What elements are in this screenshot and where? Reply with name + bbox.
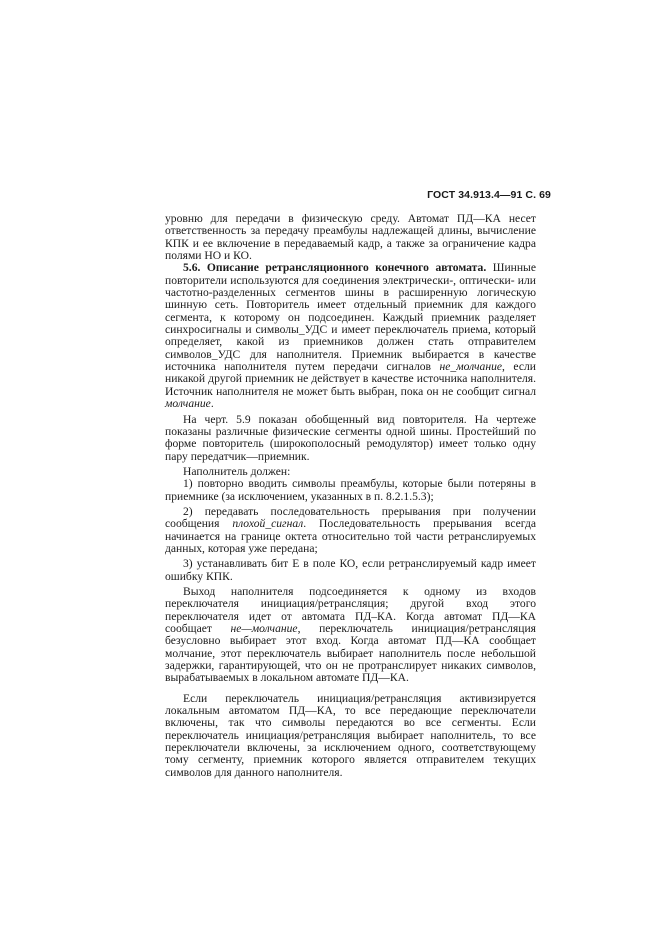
section-heading-5-6: 5.6. Описание ретрансляционного конечного автомата. bbox=[183, 261, 487, 275]
list-item-text: . Последовательность прерывания всегда начинается на границе октета относительно той части ретранслируемых данных, которая уже передана; bbox=[165, 517, 536, 555]
term-italic: не—молчание bbox=[230, 622, 298, 635]
paragraph-list-intro: Наполнитель должен: bbox=[183, 464, 291, 478]
paragraph-text: Выход наполнителя подсоединяется к одному из входов переключателя инициация/ретрансляция; другой вход этого переключателя идет от автомата ПД–КА. Когда автомат ПД—КА сообщает bbox=[165, 584, 536, 635]
list-item-2 bbox=[165, 506, 536, 555]
paragraph-text: , переключатель инициация/ретрансляция безусловно выбирает этот вход. Когда автомат ПД—КА сообщает молчание, этот переключатель выбирает наполнитель после небольшой задержки, гарантирующей, что он не протранслирует никаких символов, вырабатываемых в локальном автомате ПД—КА. bbox=[165, 622, 536, 685]
paragraph-switch: Если переключатель инициация/ретрансляция активизируется локальным автоматом ПД—КА, то все передающие переключатели включены, так что символы передаются во все сегменты. Если переключатель инициация/ретрансляция выбирает наполнитель, то все переключатели включены, за исключением одного, соответствующему тому сегменту, приемник которого является отправителем текущих символов для данного наполнителя. bbox=[165, 691, 536, 779]
paragraph-text: . bbox=[210, 397, 214, 411]
paragraph-filler-output bbox=[165, 586, 536, 685]
paragraph-text: Шинные повторители используются для соединения электрически-, оптически- или частотно-разделенных сегментов шины в расширенную логическую шинную сеть. Повторитель имеет отдельный приемник для каждого сегмента, к которому он подсоединен. Каждый приемник разделяет синхросигналы и символы_УДС и имеет переключатель приема, который определяет, какой из приемников должен стать отправителем символов_УДС для наполнителя. Приемник выбирается в качестве источника наполнителя путем передачи сигналов bbox=[165, 261, 536, 374]
list-item-3: 3) устанавливать бит Е в поле КО, если ретранслируемый кадр имеет ошибку КПК. bbox=[165, 557, 536, 583]
page-body bbox=[165, 213, 536, 779]
paragraph-section-5-6 bbox=[165, 262, 536, 410]
paragraph-continuation: уровню для передачи в физическую среду. Автомат ПД—КА несет ответственность за передачу преамбулы надлежащей длины, вычисление КПК и ее включение в передаваемый кадр, а также за ограничение кадра полями НО и КО. bbox=[165, 212, 536, 263]
paragraph-figure-ref: На черт. 5.9 показан обобщенный вид повторителя. На чертеже показаны различные физические сегменты одной шины. Простейший по форме повторитель (широкополосный ремодулятор) имеет только одну пару передатчик—приемник. bbox=[165, 412, 536, 463]
running-header: ГОСТ 34.913.4—91 С. 69 bbox=[427, 189, 551, 201]
term-italic: не_молчание bbox=[439, 360, 503, 374]
term-italic: плохой_сигнал bbox=[232, 517, 304, 531]
term-italic: молчание bbox=[165, 397, 211, 411]
list-item-1: 1) повторно вводить символы преамбулы, которые были потеряны в приемнике (за исключением, указанных в п. 8.2.1.5.3); bbox=[165, 477, 536, 503]
paragraph-text: , если никакой другой приемник не действует в качестве источника наполнителя. Источник наполнителя не может быть выбран, пока он не сообщит сигнал bbox=[165, 360, 536, 398]
list-item-text: 2) передавать последовательность прерывания при получении сообщения bbox=[165, 504, 536, 531]
